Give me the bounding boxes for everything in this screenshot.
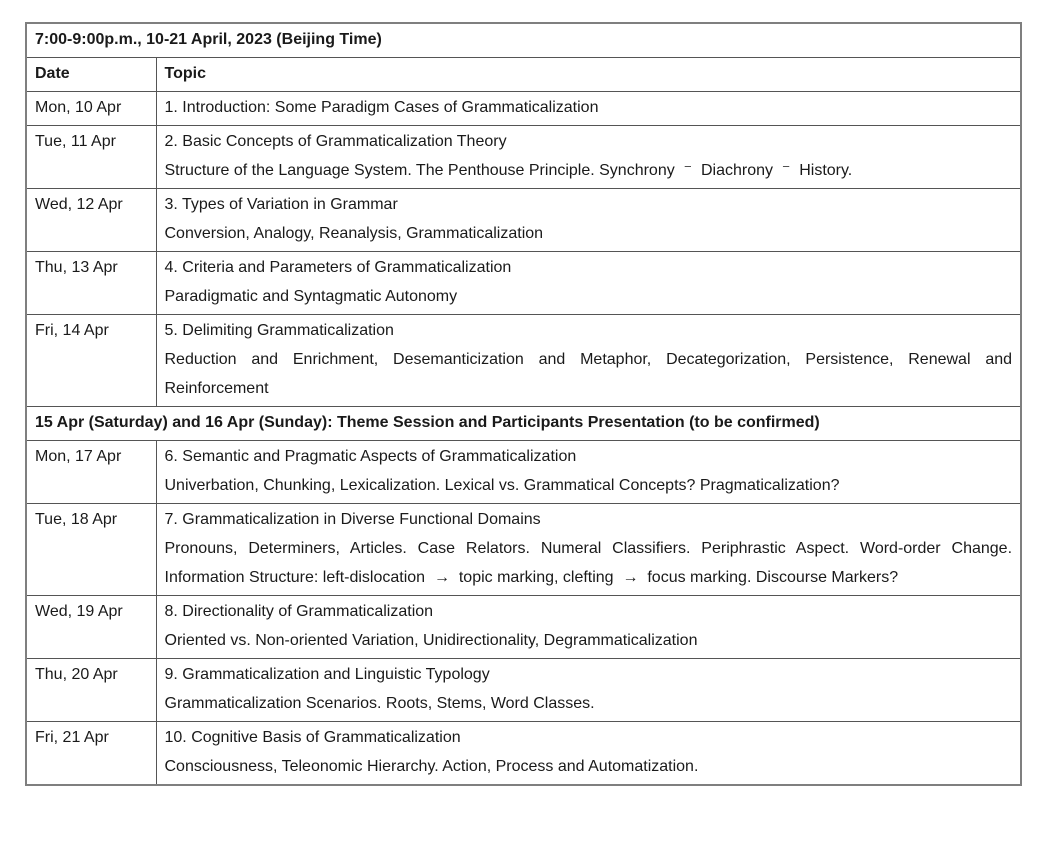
- session-topic-details: Pronouns, Determiners, Articles. Case Relators. Numeral Classifiers. Periphrastic Aspect. Word-order Change. Information Structure: left-dislocation → topic marking, clefting → focus marking. Discourse Markers?: [164, 540, 1017, 586]
- session-date: Fri, 21 Apr: [26, 722, 156, 786]
- session-topic-title: 1. Introduction: Some Paradigm Cases of Grammaticalization: [164, 99, 599, 116]
- session-date: Tue, 18 Apr: [26, 504, 156, 596]
- session-date: Wed, 12 Apr: [26, 189, 156, 252]
- session-topic-details: Consciousness, Teleonomic Hierarchy. Action, Process and Automatization.: [164, 758, 699, 775]
- session-topic-title: 9. Grammaticalization and Linguistic Typology: [164, 666, 490, 683]
- session-date: Thu, 20 Apr: [26, 659, 156, 722]
- session-topic-title: 8. Directionality of Grammaticalization: [164, 603, 434, 620]
- session-row: [26, 659, 1021, 722]
- session-topic-cell: [156, 722, 1021, 786]
- session-topic-details: Structure of the Language System. The Penthouse Principle. Synchrony ⁻ Diachrony ⁻ History.: [164, 162, 853, 179]
- session-row: [26, 722, 1021, 786]
- session-topic-title: 5. Delimiting Grammaticalization: [164, 322, 394, 339]
- schedule-title-row: [26, 23, 1021, 58]
- session-topic-details: Reduction and Enrichment, Desemanticization and Metaphor, Decategorization, Persistence, Renewal and Reinforcement: [164, 351, 1017, 397]
- session-row: [26, 441, 1021, 504]
- session-row: [26, 126, 1021, 189]
- session-date: Mon, 10 Apr: [26, 92, 156, 126]
- session-date: Wed, 19 Apr: [26, 596, 156, 659]
- session-topic-title: 7. Grammaticalization in Diverse Functional Domains: [164, 511, 541, 528]
- session-topic-cell: [156, 441, 1021, 504]
- session-topic-title: 4. Criteria and Parameters of Grammaticalization: [164, 259, 512, 276]
- session-date: Thu, 13 Apr: [26, 252, 156, 315]
- session-topic-title: 2. Basic Concepts of Grammaticalization Theory: [164, 133, 507, 150]
- session-topic-cell: [156, 315, 1021, 407]
- session-topic-details: Conversion, Analogy, Reanalysis, Grammaticalization: [164, 225, 544, 242]
- schedule-table: [25, 22, 1022, 786]
- session-row: [26, 504, 1021, 596]
- interlude-row: [26, 407, 1021, 441]
- session-topic-cell: [156, 659, 1021, 722]
- session-topic-title: 10. Cognitive Basis of Grammaticalization: [164, 729, 461, 746]
- session-row: [26, 189, 1021, 252]
- session-topic-details: Paradigmatic and Syntagmatic Autonomy: [164, 288, 458, 305]
- session-topic-details: Oriented vs. Non-oriented Variation, Unidirectionality, Degrammaticalization: [164, 632, 698, 649]
- session-topic-details: Univerbation, Chunking, Lexicalization. Lexical vs. Grammatical Concepts? Pragmaticalization?: [164, 477, 840, 494]
- session-topic-cell: [156, 504, 1021, 596]
- column-header-topic: Topic: [156, 58, 1021, 92]
- session-topic-cell: [156, 596, 1021, 659]
- column-header-date: Date: [26, 58, 156, 92]
- schedule-title: 7:00-9:00p.m., 10-21 April, 2023 (Beijing Time): [26, 23, 1021, 58]
- session-topic-title: 3. Types of Variation in Grammar: [164, 196, 398, 213]
- session-date: Fri, 14 Apr: [26, 315, 156, 407]
- session-row: [26, 252, 1021, 315]
- schedule-header-row: [26, 58, 1021, 92]
- session-date: Tue, 11 Apr: [26, 126, 156, 189]
- session-date: Mon, 17 Apr: [26, 441, 156, 504]
- session-row: [26, 596, 1021, 659]
- session-topic-cell: [156, 92, 1021, 126]
- session-topic-cell: [156, 252, 1021, 315]
- session-topic-cell: [156, 189, 1021, 252]
- session-topic-details: Grammaticalization Scenarios. Roots, Stems, Word Classes.: [164, 695, 595, 712]
- session-row: [26, 315, 1021, 407]
- session-topic-cell: [156, 126, 1021, 189]
- session-row: [26, 92, 1021, 126]
- interlude-text: 15 Apr (Saturday) and 16 Apr (Sunday): Theme Session and Participants Presentation (to be confirmed): [26, 407, 1021, 441]
- session-topic-title: 6. Semantic and Pragmatic Aspects of Grammaticalization: [164, 448, 577, 465]
